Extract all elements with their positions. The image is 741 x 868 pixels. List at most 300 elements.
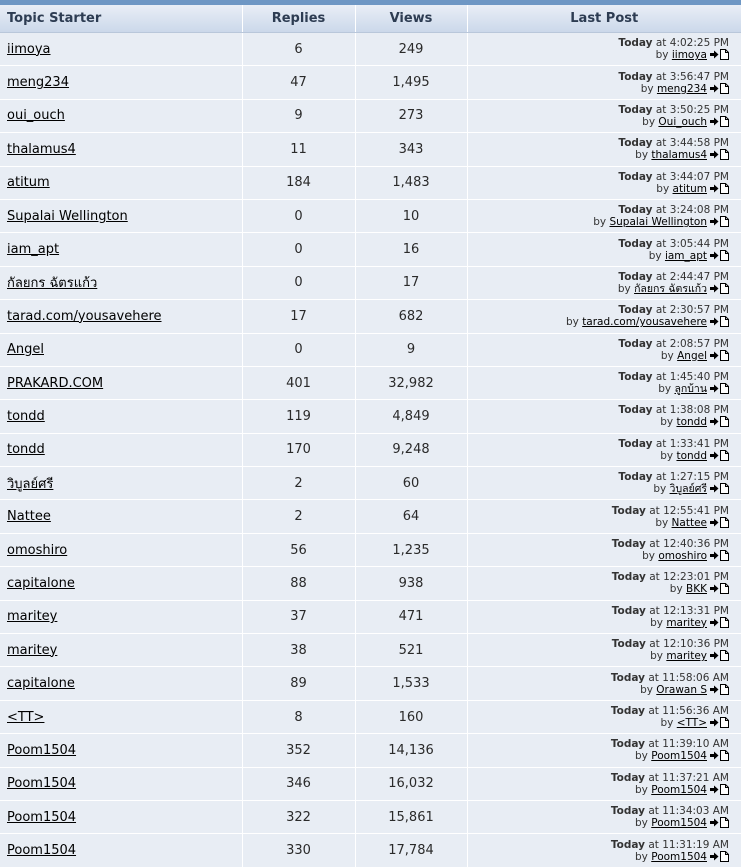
last-post-author xyxy=(468,183,730,195)
today-label: Today xyxy=(618,471,653,484)
at-label: at xyxy=(655,37,667,50)
last-post-time xyxy=(468,37,730,49)
replies-count: 9 xyxy=(242,99,355,132)
last-post-author xyxy=(468,750,730,762)
views-count: 521 xyxy=(355,634,467,667)
last-post-cell xyxy=(467,266,741,299)
table-row xyxy=(0,634,741,667)
last-post-time xyxy=(468,171,730,183)
arrow-to-last-post-icon[interactable] xyxy=(707,817,729,829)
at-label: at xyxy=(655,103,667,116)
replies-count: 6 xyxy=(242,33,355,66)
last-post-author xyxy=(468,283,730,295)
topic-starter-link[interactable]: Supalai Wellington xyxy=(7,208,128,224)
replies-count: 17 xyxy=(242,300,355,333)
arrow-to-last-post-icon[interactable] xyxy=(707,216,729,228)
today-label: Today xyxy=(618,37,653,50)
last-post-author-link[interactable]: Orawan S xyxy=(656,683,707,696)
views-count: 15,861 xyxy=(355,800,467,833)
arrow-to-last-post-icon[interactable] xyxy=(707,183,729,195)
topic-starter-link[interactable]: tarad.com/yousavehere xyxy=(7,308,162,324)
replies-count: 170 xyxy=(242,433,355,466)
arrow-to-last-post-icon[interactable] xyxy=(707,350,729,362)
at-label: at xyxy=(649,571,660,584)
last-post-time-value: 1:27:15 PM xyxy=(669,471,729,484)
last-post-time-value: 1:45:40 PM xyxy=(669,371,729,384)
at-label: at xyxy=(648,705,659,717)
topic-starter-link[interactable]: วิบูลย์ศรี xyxy=(7,476,54,492)
at-label: at xyxy=(655,204,667,217)
today-label: Today xyxy=(610,671,645,684)
at-label: at xyxy=(648,771,659,784)
by-label: by xyxy=(660,717,674,729)
topic-list-table xyxy=(0,5,741,868)
last-post-author xyxy=(468,483,730,495)
arrow-to-last-post-icon[interactable] xyxy=(707,684,729,696)
last-post-time-value: 3:44:58 PM xyxy=(669,137,729,150)
topic-starter-link[interactable]: oui_ouch xyxy=(7,108,65,124)
topic-starter-link[interactable]: Angel xyxy=(7,342,44,358)
header-replies[interactable]: Replies xyxy=(242,5,355,33)
last-post-author-link[interactable]: Poom1504 xyxy=(651,750,707,763)
at-label: at xyxy=(655,304,667,317)
arrow-to-last-post-icon[interactable] xyxy=(707,283,729,295)
last-post-author-link[interactable]: tondd xyxy=(676,449,707,462)
last-post-time-value: 12:10:36 PM xyxy=(663,638,729,651)
last-post-cell xyxy=(467,567,741,600)
last-post-author-link[interactable]: Angel xyxy=(677,349,707,362)
today-label: Today xyxy=(610,738,645,751)
arrow-to-last-post-icon[interactable] xyxy=(707,784,729,796)
last-post-author-link[interactable]: maritey xyxy=(666,650,707,663)
views-count: 1,235 xyxy=(355,533,467,566)
table-row xyxy=(0,366,741,399)
topic-rows xyxy=(0,33,741,868)
last-post-author-link[interactable]: Poom1504 xyxy=(651,817,707,830)
last-post-time-value: 11:58:06 AM xyxy=(662,671,729,684)
arrow-to-last-post-icon[interactable] xyxy=(707,83,729,95)
table-row xyxy=(0,600,741,633)
last-post-time xyxy=(468,271,730,283)
replies-count: 2 xyxy=(242,467,355,500)
arrow-to-last-post-icon[interactable] xyxy=(707,149,729,161)
topic-starter-cell xyxy=(0,199,242,232)
today-label: Today xyxy=(618,70,653,83)
topic-starter-cell xyxy=(0,800,242,833)
by-label: by xyxy=(640,683,653,696)
last-post-author xyxy=(468,416,730,428)
topic-starter-cell xyxy=(0,767,242,800)
topic-starter-link[interactable]: tondd xyxy=(7,442,45,458)
by-label: by xyxy=(655,49,669,62)
last-post-cell xyxy=(467,767,741,800)
last-post-time xyxy=(468,839,730,851)
replies-count: 401 xyxy=(242,366,355,399)
at-label: at xyxy=(649,504,660,517)
topic-starter-cell xyxy=(0,233,242,266)
header-views[interactable]: Views xyxy=(355,5,467,33)
topic-starter-cell xyxy=(0,634,242,667)
last-post-time-value: 11:34:03 AM xyxy=(662,805,729,818)
header-last-post[interactable]: Last Post xyxy=(467,5,741,33)
by-label: by xyxy=(593,216,607,229)
last-post-time xyxy=(468,805,730,817)
by-label: by xyxy=(640,82,654,95)
last-post-author-link[interactable]: Supalai Wellington xyxy=(609,216,707,229)
last-post-author-link[interactable]: Nattee xyxy=(671,516,707,529)
by-label: by xyxy=(635,783,648,796)
last-post-author-link[interactable]: meng234 xyxy=(656,82,707,95)
replies-count: 8 xyxy=(242,700,355,733)
today-label: Today xyxy=(611,571,646,584)
by-label: by xyxy=(565,316,579,329)
by-label: by xyxy=(635,817,648,830)
table-row xyxy=(0,567,741,600)
topic-starter-link[interactable]: maritey xyxy=(7,642,58,658)
last-post-author xyxy=(468,784,730,796)
at-label: at xyxy=(655,70,667,83)
replies-count: 88 xyxy=(242,567,355,600)
views-count: 14,136 xyxy=(355,734,467,767)
by-label: by xyxy=(660,349,674,362)
table-header xyxy=(0,5,741,33)
last-post-time xyxy=(468,571,730,583)
last-post-author-link[interactable]: ลูกบ้าน xyxy=(674,383,707,396)
last-post-time xyxy=(468,705,730,717)
topic-starter-link[interactable]: Poom1504 xyxy=(7,776,77,792)
arrow-to-last-post-icon[interactable] xyxy=(707,717,729,729)
topic-starter-cell xyxy=(0,66,242,99)
last-post-time-value: 12:23:01 PM xyxy=(663,571,729,584)
by-label: by xyxy=(656,182,670,195)
topic-starter-link[interactable]: atitum xyxy=(7,175,50,191)
last-post-author-link[interactable]: <TT> xyxy=(676,717,707,729)
last-post-cell xyxy=(467,433,741,466)
last-post-time xyxy=(468,104,730,116)
topic-starter-link[interactable]: iam_apt xyxy=(7,242,60,258)
last-post-time xyxy=(468,338,730,350)
last-post-author-link[interactable]: Poom1504 xyxy=(651,783,707,796)
views-count: 343 xyxy=(355,133,467,166)
today-label: Today xyxy=(618,371,653,384)
views-count: 1,483 xyxy=(355,166,467,199)
table-row xyxy=(0,667,741,700)
table-row xyxy=(0,333,741,366)
last-post-author-link[interactable]: omoshiro xyxy=(658,550,707,563)
today-label: Today xyxy=(618,437,653,450)
last-post-author-link[interactable]: iam_apt xyxy=(664,249,707,262)
topic-starter-cell xyxy=(0,166,242,199)
topic-starter-link[interactable]: thalamus4 xyxy=(7,141,76,157)
today-label: Today xyxy=(610,805,645,818)
today-label: Today xyxy=(610,771,645,784)
topic-starter-cell xyxy=(0,33,242,66)
last-post-cell xyxy=(467,66,741,99)
topic-starter-cell xyxy=(0,333,242,366)
arrow-to-last-post-icon[interactable] xyxy=(707,383,729,395)
topic-starter-link[interactable]: Poom1504 xyxy=(7,843,77,859)
last-post-cell xyxy=(467,300,741,333)
replies-count: 184 xyxy=(242,166,355,199)
last-post-author xyxy=(468,684,730,696)
at-label: at xyxy=(648,805,659,818)
topic-starter-link[interactable]: PRAKARD.COM xyxy=(7,375,104,391)
topic-starter-cell xyxy=(0,366,242,399)
last-post-cell xyxy=(467,634,741,667)
table-row xyxy=(0,767,741,800)
last-post-time xyxy=(468,772,730,784)
today-label: Today xyxy=(618,204,653,217)
at-label: at xyxy=(655,137,667,150)
arrow-to-last-post-icon[interactable] xyxy=(707,49,729,61)
table-row xyxy=(0,734,741,767)
arrow-to-last-post-icon[interactable] xyxy=(707,583,729,595)
last-post-time xyxy=(468,71,730,83)
last-post-cell xyxy=(467,500,741,533)
last-post-time xyxy=(468,471,730,483)
table-row xyxy=(0,266,741,299)
last-post-time xyxy=(468,238,730,250)
topic-starter-link[interactable]: capitalone xyxy=(7,676,75,692)
topic-starter-cell xyxy=(0,600,242,633)
views-count: 160 xyxy=(355,700,467,733)
last-post-cell xyxy=(467,366,741,399)
last-post-author-link[interactable]: maritey xyxy=(666,616,707,629)
views-count: 4,849 xyxy=(355,400,467,433)
table-row xyxy=(0,33,741,66)
last-post-time-value: 11:39:10 AM xyxy=(662,738,729,751)
replies-count: 322 xyxy=(242,800,355,833)
last-post-cell xyxy=(467,700,741,733)
by-label: by xyxy=(650,650,663,663)
last-post-author-link[interactable]: Oui_ouch xyxy=(658,115,707,128)
by-label: by xyxy=(642,115,656,128)
last-post-time-value: 3:44:07 PM xyxy=(669,170,729,183)
last-post-author-link[interactable]: tondd xyxy=(676,416,707,429)
today-label: Today xyxy=(611,504,646,517)
table-row xyxy=(0,700,741,733)
last-post-time-value: 2:30:57 PM xyxy=(669,304,729,317)
last-post-time-value: 1:38:08 PM xyxy=(669,404,729,417)
arrow-to-last-post-icon[interactable] xyxy=(707,750,729,762)
last-post-time-value: 3:50:25 PM xyxy=(669,103,729,116)
table-row xyxy=(0,99,741,132)
topic-starter-cell xyxy=(0,400,242,433)
table-row xyxy=(0,834,741,867)
last-post-cell xyxy=(467,600,741,633)
topic-starter-cell xyxy=(0,567,242,600)
last-post-time-value: 2:44:47 PM xyxy=(669,270,729,283)
at-label: at xyxy=(648,838,659,851)
topic-starter-cell xyxy=(0,266,242,299)
arrow-to-last-post-icon[interactable] xyxy=(707,416,729,428)
last-post-time-value: 3:24:08 PM xyxy=(669,204,729,217)
last-post-time-value: 11:31:19 AM xyxy=(662,838,729,851)
at-label: at xyxy=(649,604,660,617)
by-label: by xyxy=(653,483,667,496)
last-post-author-link[interactable]: Poom1504 xyxy=(651,850,707,863)
topic-starter-link[interactable]: tondd xyxy=(7,408,45,424)
last-post-author-link[interactable]: กัลยกร ฉัตรแก้ว xyxy=(634,282,707,295)
by-label: by xyxy=(658,383,672,396)
replies-count: 119 xyxy=(242,400,355,433)
table-row xyxy=(0,233,741,266)
replies-count: 330 xyxy=(242,834,355,867)
arrow-to-last-post-icon[interactable] xyxy=(707,550,729,562)
last-post-author xyxy=(468,116,730,128)
at-label: at xyxy=(655,404,667,417)
last-post-time-value: 12:13:31 PM xyxy=(663,604,729,617)
arrow-to-last-post-icon[interactable] xyxy=(707,450,729,462)
arrow-to-last-post-icon[interactable] xyxy=(707,316,729,328)
topic-starter-link[interactable]: maritey xyxy=(7,609,58,625)
table-row xyxy=(0,199,741,232)
by-label: by xyxy=(660,416,674,429)
by-label: by xyxy=(617,282,631,295)
last-post-cell xyxy=(467,33,741,66)
table-row xyxy=(0,533,741,566)
topic-starter-cell xyxy=(0,834,242,867)
last-post-cell xyxy=(467,133,741,166)
last-post-author xyxy=(468,851,730,863)
last-post-time xyxy=(468,605,730,617)
topic-starter-link[interactable]: กัลยกร ฉัตรแก้ว xyxy=(7,276,98,292)
topic-starter-cell xyxy=(0,467,242,500)
topic-starter-cell xyxy=(0,533,242,566)
last-post-cell xyxy=(467,99,741,132)
last-post-time xyxy=(468,538,730,550)
arrow-to-last-post-icon[interactable] xyxy=(707,650,729,662)
topic-starter-link[interactable]: Poom1504 xyxy=(7,809,77,825)
topic-starter-link[interactable]: omoshiro xyxy=(7,542,68,558)
at-label: at xyxy=(648,738,659,751)
last-post-author xyxy=(468,316,730,328)
views-count: 9 xyxy=(355,333,467,366)
at-label: at xyxy=(655,337,667,350)
last-post-time xyxy=(468,672,730,684)
last-post-time xyxy=(468,638,730,650)
table-row xyxy=(0,300,741,333)
last-post-author-link[interactable]: BKK xyxy=(686,583,707,596)
by-label: by xyxy=(655,516,669,529)
views-count: 60 xyxy=(355,467,467,500)
arrow-to-last-post-icon[interactable] xyxy=(707,250,729,262)
arrow-to-last-post-icon[interactable] xyxy=(707,617,729,629)
at-label: at xyxy=(649,538,660,551)
topic-starter-cell xyxy=(0,133,242,166)
views-count: 273 xyxy=(355,99,467,132)
last-post-time xyxy=(468,204,730,216)
header-topic-starter[interactable]: Topic Starter xyxy=(0,5,242,33)
last-post-author-link[interactable]: atitum xyxy=(672,182,707,195)
last-post-author xyxy=(468,617,730,629)
topic-starter-link[interactable]: Nattee xyxy=(7,509,51,525)
last-post-time xyxy=(468,738,730,750)
last-post-author xyxy=(468,517,730,529)
table-row xyxy=(0,166,741,199)
last-post-author xyxy=(468,650,730,662)
today-label: Today xyxy=(611,604,646,617)
topic-starter-cell xyxy=(0,667,242,700)
views-count: 16 xyxy=(355,233,467,266)
topic-starter-link[interactable]: meng234 xyxy=(7,75,69,91)
views-count: 471 xyxy=(355,600,467,633)
last-post-time xyxy=(468,304,730,316)
last-post-time xyxy=(468,404,730,416)
last-post-author xyxy=(468,216,730,228)
last-post-time-value: 12:40:36 PM xyxy=(663,538,729,551)
today-label: Today xyxy=(618,337,653,350)
table-row xyxy=(0,66,741,99)
replies-count: 56 xyxy=(242,533,355,566)
topic-starter-link[interactable]: Poom1504 xyxy=(7,742,77,758)
by-label: by xyxy=(648,249,662,262)
replies-count: 346 xyxy=(242,767,355,800)
last-post-author-link[interactable]: thalamus4 xyxy=(651,149,707,162)
table-row xyxy=(0,800,741,833)
at-label: at xyxy=(655,471,667,484)
topic-starter-cell xyxy=(0,433,242,466)
views-count: 64 xyxy=(355,500,467,533)
last-post-time-value: 2:08:57 PM xyxy=(669,337,729,350)
table-row xyxy=(0,500,741,533)
by-label: by xyxy=(650,616,663,629)
views-count: 1,533 xyxy=(355,667,467,700)
topic-starter-link[interactable]: capitalone xyxy=(7,575,75,591)
replies-count: 0 xyxy=(242,233,355,266)
last-post-time xyxy=(468,438,730,450)
last-post-author-link[interactable]: วิบูลย์ศรี xyxy=(669,483,707,496)
views-count: 9,248 xyxy=(355,433,467,466)
last-post-author-link[interactable]: iimoya xyxy=(671,49,707,62)
last-post-time xyxy=(468,371,730,383)
last-post-time-value: 3:56:47 PM xyxy=(669,70,729,83)
views-count: 10 xyxy=(355,199,467,232)
topic-starter-link[interactable]: iimoya xyxy=(7,41,51,57)
last-post-author-link[interactable]: tarad.com/yousavehere xyxy=(582,316,707,329)
table-row xyxy=(0,467,741,500)
last-post-author xyxy=(468,49,730,61)
topic-starter-cell xyxy=(0,700,242,733)
by-label: by xyxy=(635,149,649,162)
topic-starter-link[interactable]: <TT> xyxy=(7,709,45,725)
arrow-to-last-post-icon[interactable] xyxy=(707,483,729,495)
last-post-author xyxy=(468,450,730,462)
last-post-time-value: 1:33:41 PM xyxy=(669,437,729,450)
table-row xyxy=(0,433,741,466)
views-count: 17 xyxy=(355,266,467,299)
arrow-to-last-post-icon[interactable] xyxy=(707,517,729,529)
topic-starter-cell xyxy=(0,500,242,533)
table-row xyxy=(0,133,741,166)
at-label: at xyxy=(655,371,667,384)
replies-count: 37 xyxy=(242,600,355,633)
last-post-time-value: 12:55:41 PM xyxy=(663,504,729,517)
today-label: Today xyxy=(618,404,653,417)
replies-count: 11 xyxy=(242,133,355,166)
at-label: at xyxy=(649,638,660,651)
views-count: 16,032 xyxy=(355,767,467,800)
last-post-cell xyxy=(467,734,741,767)
last-post-time-value: 11:37:21 AM xyxy=(662,771,729,784)
at-label: at xyxy=(655,237,667,250)
replies-count: 0 xyxy=(242,333,355,366)
arrow-to-last-post-icon[interactable] xyxy=(707,851,729,863)
arrow-to-last-post-icon[interactable] xyxy=(707,116,729,128)
by-label: by xyxy=(660,449,674,462)
last-post-author xyxy=(468,817,730,829)
views-count: 32,982 xyxy=(355,366,467,399)
